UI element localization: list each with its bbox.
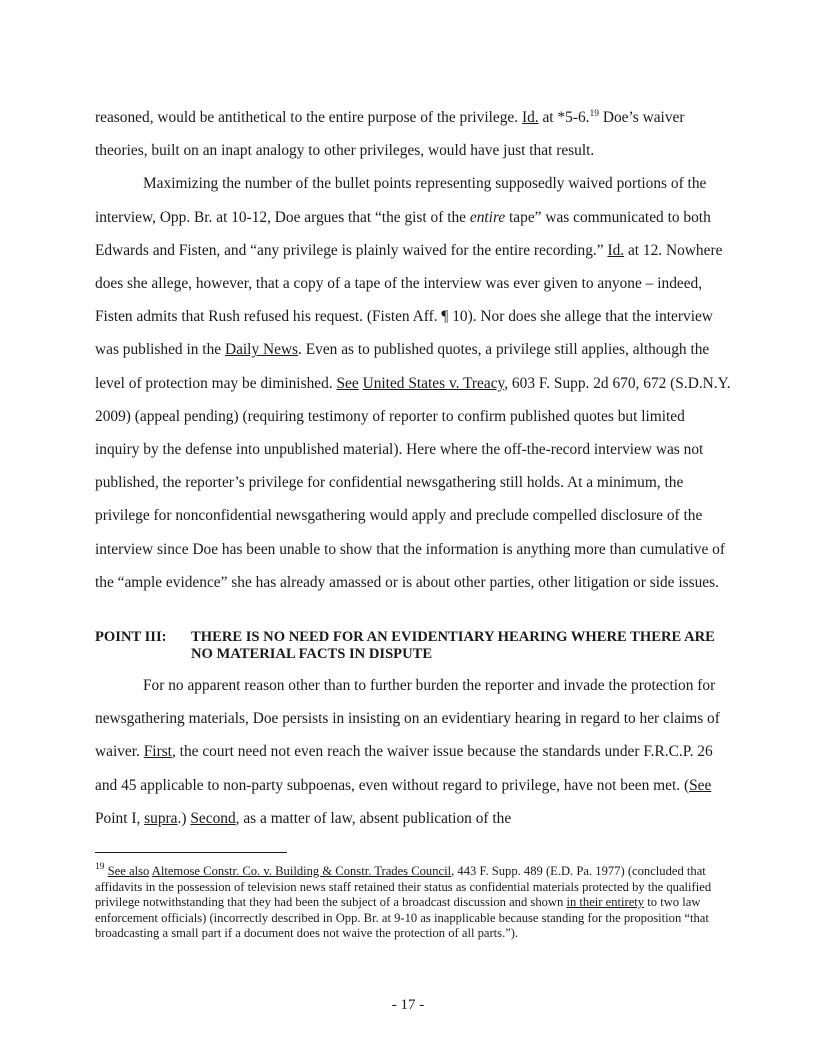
text-run: at *5-6. [538, 109, 590, 126]
section-heading [95, 629, 725, 663]
text-run: tape” was communicated to both Edwards and Fisten, and “any privilege is plainly waived for the entire recording.” [95, 208, 711, 259]
paragraph-continued [95, 101, 731, 167]
enumerator-first: First [143, 743, 172, 761]
text-run: , 443 F. Supp. 489 (E.D. Pa. 1977) (concluded that affidavits in the possession of television news staff retained their status as confidential materials protected by the qualified privilege notwithstanding that they had been the subject of a broadcast discussion and shown [95, 864, 712, 909]
text-run: , as a matter of law, absent publication of the [235, 809, 512, 827]
page-number: - 17 - [391, 997, 425, 1013]
footnote-number: 19 [95, 862, 105, 872]
footnote-reference: 19 [589, 109, 599, 119]
footnote-text [95, 864, 731, 942]
text-run: to two law enforcement officials) (incorrectly described in Opp. Br. at 9-10 as inapplicable because standing for the proposition “that broadcasting a small part if a document does not waive the protection of all parts.”). [95, 895, 709, 940]
case-name: Altemose Constr. Co. v. Building & Constr. Trades Council [151, 864, 452, 878]
text-run: , 603 F. Supp. 2d 670, 672 (S.D.N.Y. 2009) (appeal pending) (requiring testimony of reporter to confirm published quotes but limited inquiry by the defense into unpublished material). Here where the off-the-record interview was not published, the reporter’s privilege for confidential newsgathering still holds. At a minimum, the privilege for nonconfidential newsgathering would apply and preclude compelled disclosure of the interview since Doe has been unable to show that the information is anything more than cumulative of the “ample evidence” she has already amassed or is about other parties, other litigation or side issues. [95, 374, 731, 591]
publication-title: Daily News [224, 341, 299, 359]
enumerator-second: Second [190, 809, 236, 827]
citation-supra: supra [144, 809, 178, 827]
heading-label: POINT III: [95, 629, 167, 645]
emphasis-text: entire [469, 208, 506, 226]
text-run: , the court need not even reach the waiver issue because the standards under F.R.C.P. 26 and 45 applicable to non-party subpoenas, even without regard to privilege, have not been met. ( [95, 743, 713, 794]
footnote-19 [95, 864, 731, 942]
body-text-top [95, 101, 731, 599]
text-run: For no apparent reason other than to further burden the reporter and invade the protection for newsgathering materials, Doe persists in insisting on an evidentiary hearing in regard to her claims of waiver. [95, 677, 720, 761]
emphasis-underline: in their entirety [566, 895, 645, 909]
footnote-divider [95, 852, 287, 853]
paragraph-hearing [95, 669, 731, 835]
citation-signal: See [336, 374, 359, 392]
body-text-bottom [95, 669, 731, 835]
text-run: Doe’s waiver theories, built on an inapt analogy to other privileges, would have just that result. [95, 109, 685, 160]
citation-signal: See [689, 776, 712, 794]
case-name: United States v. Treacy [362, 374, 505, 392]
text-run: Maximizing the number of the bullet points representing supposedly waived portions of the interview, Opp. Br. at 10-12, Doe argues that “the gist of the [95, 175, 707, 226]
text-run: Point I, [95, 809, 145, 827]
citation-id: Id. [521, 109, 539, 126]
text-run: . Even as to published quotes, a privilege still applies, although the level of protection may be diminished. [95, 341, 710, 392]
heading-text: THERE IS NO NEED FOR AN EVIDENTIARY HEARING WHERE THERE ARE NO MATERIAL FACTS IN DISPUTE [191, 629, 715, 662]
text-run: .) [177, 809, 191, 827]
citation-signal: See also [107, 864, 150, 878]
text-run: at 12. Nowhere does she allege, however, that a copy of a tape of the interview was ever given to anyone – indeed, Fisten admits that Rush refused his request. (Fisten Aff. ¶ 10). Nor does she allege that the interview was published in the [95, 241, 723, 359]
citation-id: Id. [607, 241, 625, 259]
paragraph-waiver [95, 167, 731, 599]
text-run: reasoned, would be antithetical to the entire purpose of the privilege. [95, 109, 522, 126]
